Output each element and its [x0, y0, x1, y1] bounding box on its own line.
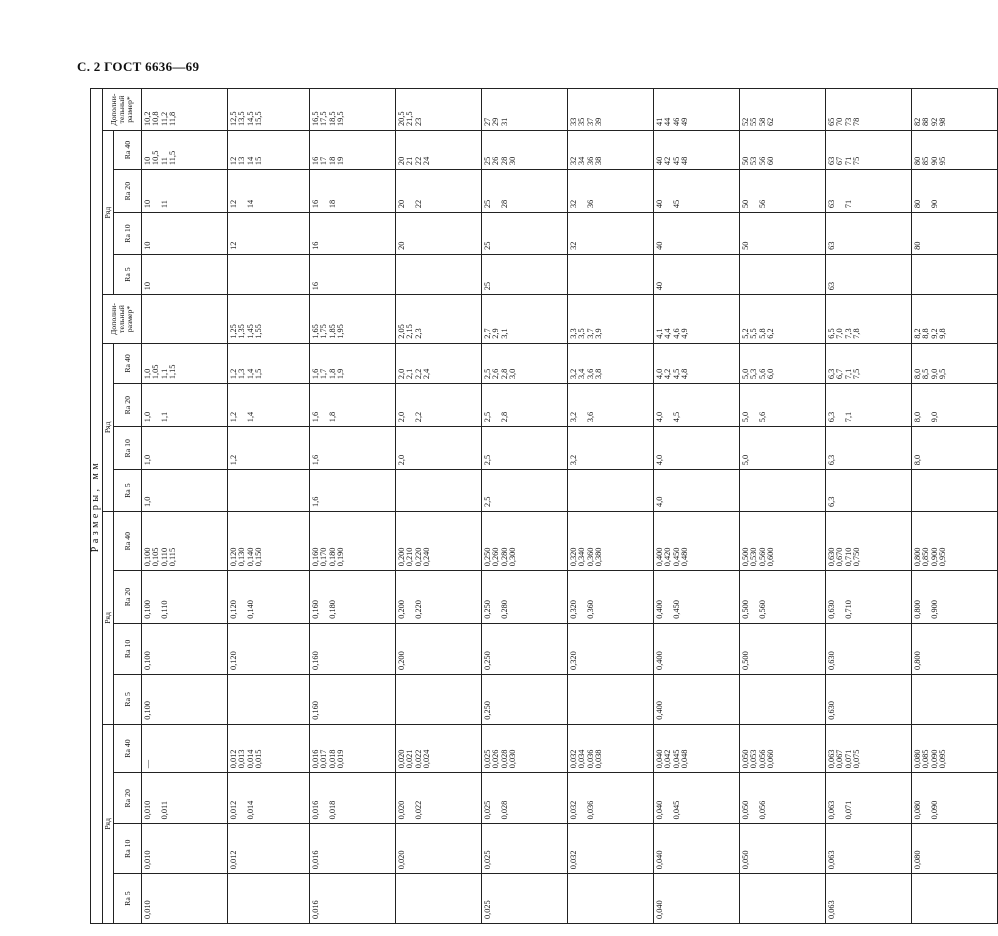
table-cell: 0,050 0,053 0,056 0,060 [740, 724, 826, 772]
table-cell: 0,160 [310, 623, 396, 674]
series-label: Ra 40 [114, 724, 142, 772]
series-label: Ra 40 [114, 343, 142, 383]
table-cell: 2,5 [482, 427, 568, 470]
table-cell: 0,063 0,071 [826, 773, 912, 824]
table-cell: 0,063 [826, 824, 912, 874]
table-cell: 0,010 0,011 [142, 773, 228, 824]
table-cell: 3,3 3,5 3,7 3,9 [568, 295, 654, 343]
table-cell: 0,016 [310, 824, 396, 874]
table-cell: 0,800 [912, 623, 998, 674]
table-cell: 0,120 [228, 623, 310, 674]
table-cell: 0,200 0,210 0,220 0,240 [396, 512, 482, 571]
table-cell: 20 [396, 213, 482, 255]
series-label: Ra 5 [114, 470, 142, 512]
table-cell: 0,160 0,180 [310, 571, 396, 624]
table-cell: 2,05 2,15 2,3 [396, 295, 482, 343]
table-row [142, 89, 228, 924]
table-cell [568, 674, 654, 724]
table-cell: 40 [654, 254, 740, 294]
table-cell: 12 13 14 15 [228, 131, 310, 170]
table-cell: 0,032 [568, 824, 654, 874]
table-cell: 0,025 [482, 824, 568, 874]
table-cell: 0,040 [654, 824, 740, 874]
table-row [912, 89, 998, 924]
table-cell: 0,010 [142, 874, 228, 924]
table-cell: 2,0 2,1 2,2 2,4 [396, 343, 482, 383]
table-cell: 20 22 [396, 170, 482, 213]
series-label: Ra 5 [114, 674, 142, 724]
table-cell [142, 295, 228, 343]
table-cell: 32 [568, 213, 654, 255]
table-cell: 0,800 0,850 0,900 0,950 [912, 512, 998, 571]
table-cell: 16 17 18 19 [310, 131, 396, 170]
table-cell: 12 14 [228, 170, 310, 213]
table-cell: 0,630 0,710 [826, 571, 912, 624]
table-cell: 32 34 36 38 [568, 131, 654, 170]
table-cell: 3,2 3,6 [568, 384, 654, 427]
table-cell: 0,630 [826, 623, 912, 674]
table-cell: 0,040 0,045 [654, 773, 740, 824]
table-cell: 25 [482, 213, 568, 255]
series-label: Ra 5 [114, 254, 142, 294]
table-cell: 0,020 [396, 824, 482, 874]
table-cell [912, 254, 998, 294]
table-row [826, 89, 912, 924]
table-cell: 4,0 4,2 4,5 4,8 [654, 343, 740, 383]
rotated-table-wrapper [90, 88, 948, 924]
table-cell: 0,016 0,018 [310, 773, 396, 824]
table-cell: 3,2 [568, 427, 654, 470]
series-label: Ra 10 [114, 824, 142, 874]
table-cell: 25 [482, 254, 568, 294]
table-cell: 1,2 1,4 [228, 384, 310, 427]
table-cell: 80 85 90 95 [912, 131, 998, 170]
table-cell: 32 36 [568, 170, 654, 213]
table-title: Размеры, мм [91, 89, 103, 924]
table-cell: 10,2 10,8 11,2 11,8 [142, 89, 228, 131]
table-cell: 50 [740, 213, 826, 255]
table-cell: 5,0 5,6 [740, 384, 826, 427]
table-row [654, 89, 740, 924]
table-cell: 0,320 [568, 623, 654, 674]
table-cell: 6,3 6,7 7,1 7,5 [826, 343, 912, 383]
table-cell: 12,5 13,5 14,5 15,5 [228, 89, 310, 131]
table-cell: 2,5 2,6 2,8 3,0 [482, 343, 568, 383]
table-cell: 63 [826, 254, 912, 294]
table-cell: 0,320 0,340 0,360 0,380 [568, 512, 654, 571]
table-cell: 0,250 [482, 674, 568, 724]
table-cell: 0,012 [228, 824, 310, 874]
table-cell: 8,0 8,5 9,0 9,5 [912, 343, 998, 383]
table-cell: 6,3 [826, 427, 912, 470]
table-cell: 0,063 [826, 874, 912, 924]
table-cell [568, 874, 654, 924]
series-label: Ra 5 [114, 874, 142, 924]
table-cell: 0,020 0,021 0,022 0,024 [396, 724, 482, 772]
table-cell: 1,0 [142, 470, 228, 512]
table-cell [740, 674, 826, 724]
table-cell: 1,0 [142, 427, 228, 470]
table-cell: 0,250 [482, 623, 568, 674]
series-label: Ra 20 [114, 773, 142, 824]
table-cell: 0,160 [310, 674, 396, 724]
table-cell: 2,5 [482, 470, 568, 512]
table-cell: 1,6 [310, 470, 396, 512]
table-cell: 6,5 7,0 7,3 7,8 [826, 295, 912, 343]
table-cell [228, 674, 310, 724]
table-cell: 16,5 17,5 18,5 19,5 [310, 89, 396, 131]
table-cell: 4,0 [654, 427, 740, 470]
table-cell: 40 45 [654, 170, 740, 213]
title-row [91, 89, 103, 924]
table-cell [568, 254, 654, 294]
table-cell [396, 254, 482, 294]
series-label: Ra 10 [114, 213, 142, 255]
table-cell: 3,2 3,4 3,6 3,8 [568, 343, 654, 383]
table-cell: 40 42 45 48 [654, 131, 740, 170]
table-cell: 20,5 21,5 23 [396, 89, 482, 131]
table-cell: 0,080 [912, 824, 998, 874]
table-cell: 0,080 0,090 [912, 773, 998, 824]
table-cell: 0,010 [142, 824, 228, 874]
table-cell [396, 874, 482, 924]
table-cell: 33 35 37 39 [568, 89, 654, 131]
table-cell: 50 56 [740, 170, 826, 213]
table-cell: 16 [310, 213, 396, 255]
table-row [482, 89, 568, 924]
table-cell: 0,050 [740, 824, 826, 874]
table-cell: — [142, 724, 228, 772]
table-cell: 0,100 0,110 [142, 571, 228, 624]
table-cell: 0,200 [396, 623, 482, 674]
table-cell: 63 [826, 213, 912, 255]
table-cell: 0,025 0,028 [482, 773, 568, 824]
table-cell [912, 470, 998, 512]
series-header-row [114, 89, 142, 924]
table-cell: 25 28 [482, 170, 568, 213]
table-cell: 41 44 46 49 [654, 89, 740, 131]
table-cell: 0,012 0,013 0,014 0,015 [228, 724, 310, 772]
table-cell: 2,5 2,8 [482, 384, 568, 427]
table-row [310, 89, 396, 924]
table-cell: 0,020 0,022 [396, 773, 482, 824]
table-cell: 20 21 22 24 [396, 131, 482, 170]
table-cell [740, 254, 826, 294]
table-cell [228, 254, 310, 294]
table-cell: 16 [310, 254, 396, 294]
table-cell [568, 470, 654, 512]
series-label: Ra 10 [114, 427, 142, 470]
series-label: Ra 10 [114, 623, 142, 674]
table-cell: 8,0 9,0 [912, 384, 998, 427]
table-cell: 6,3 7,1 [826, 384, 912, 427]
table-cell: 1,0 1,1 [142, 384, 228, 427]
extra-size-header: Дополни- тельный размер* [103, 295, 142, 343]
table-row [228, 89, 310, 924]
table-cell [740, 470, 826, 512]
table-cell: 0,063 0,067 0,071 0,075 [826, 724, 912, 772]
table-cell: 2,7 2,9 3,1 [482, 295, 568, 343]
table-cell: 0,800 0,900 [912, 571, 998, 624]
row-group-label: Ряд [103, 724, 114, 923]
table-cell: 65 70 73 78 [826, 89, 912, 131]
table-cell: 82 88 92 98 [912, 89, 998, 131]
table-cell: 0,016 [310, 874, 396, 924]
table-cell: 1,0 1,05 1,1 1,15 [142, 343, 228, 383]
row-group-header [103, 89, 114, 924]
table-cell: 1,65 1,75 1,85 1,95 [310, 295, 396, 343]
table-cell: 80 90 [912, 170, 998, 213]
table-cell: 0,016 0,017 0,018 0,019 [310, 724, 396, 772]
table-cell: 25 26 28 30 [482, 131, 568, 170]
table-row [740, 89, 826, 924]
row-group-label: Ряд [103, 512, 114, 725]
table-cell: 0,050 0,056 [740, 773, 826, 824]
table-cell: 0,500 0,560 [740, 571, 826, 624]
table-cell: 0,500 0,530 0,560 0,600 [740, 512, 826, 571]
table-cell: 5,0 5,3 5,6 6,0 [740, 343, 826, 383]
table-cell: 2,0 [396, 427, 482, 470]
row-group-label: Ряд [103, 131, 114, 295]
table-cell: 12 [228, 213, 310, 255]
table-cell: 1,2 [228, 427, 310, 470]
table-cell: 1,2 1,3 1,4 1,5 [228, 343, 310, 383]
table-cell [912, 874, 998, 924]
page-header: С. 2 ГОСТ 6636—69 [77, 59, 200, 74]
table-cell: 0,400 [654, 623, 740, 674]
table-cell: 0,400 0,420 0,450 0,480 [654, 512, 740, 571]
extra-size-header: Дополни- тельный размер* [103, 89, 142, 131]
table-cell: 0,500 [740, 623, 826, 674]
table-cell: 4,0 4,5 [654, 384, 740, 427]
table-cell: 0,012 0,014 [228, 773, 310, 824]
table-cell: 1,6 [310, 427, 396, 470]
table-cell: 0,025 [482, 874, 568, 924]
table-cell: 52 55 58 62 [740, 89, 826, 131]
table-cell: 1,6 1,8 [310, 384, 396, 427]
table-cell: 5,2 5,5 5,8 6,2 [740, 295, 826, 343]
table-cell: 0,032 0,034 0,036 0,038 [568, 724, 654, 772]
table-cell: 5,0 [740, 427, 826, 470]
series-label: Ra 40 [114, 131, 142, 170]
table-cell: 0,400 [654, 674, 740, 724]
table-cell: 0,080 0,085 0,090 0,095 [912, 724, 998, 772]
table-cell: 4,1 4,4 4,6 4,9 [654, 295, 740, 343]
table-row [568, 89, 654, 924]
table-cell: 0,120 0,140 [228, 571, 310, 624]
table-cell: 0,040 0,042 0,045 0,048 [654, 724, 740, 772]
table-cell: 6,3 [826, 470, 912, 512]
table-cell: 10 10,5 11 11,5 [142, 131, 228, 170]
series-label: Ra 20 [114, 170, 142, 213]
table-cell: 40 [654, 213, 740, 255]
table-cell [228, 470, 310, 512]
table-cell: 8,2 8,8 9,2 9,8 [912, 295, 998, 343]
table-cell: 0,250 0,280 [482, 571, 568, 624]
table-cell: 80 [912, 213, 998, 255]
series-label: Ra 20 [114, 384, 142, 427]
table-cell: 0,320 0,360 [568, 571, 654, 624]
table-cell: 63 71 [826, 170, 912, 213]
table-cell: 0,100 [142, 623, 228, 674]
table-cell: 10 [142, 254, 228, 294]
table-cell: 50 53 56 60 [740, 131, 826, 170]
table-cell: 2,0 2,2 [396, 384, 482, 427]
table-cell: 0,100 [142, 674, 228, 724]
sizes-table [90, 88, 998, 924]
table-cell: 0,100 0,105 0,110 0,115 [142, 512, 228, 571]
table-cell: 1,6 1,7 1,8 1,9 [310, 343, 396, 383]
table-cell: 0,400 0,450 [654, 571, 740, 624]
table-cell: 0,250 0,260 0,280 0,300 [482, 512, 568, 571]
table-cell: 10 11 [142, 170, 228, 213]
table-cell: 0,040 [654, 874, 740, 924]
table-cell: 0,160 0,170 0,180 0,190 [310, 512, 396, 571]
table-cell [396, 470, 482, 512]
table-cell [912, 674, 998, 724]
table-cell: 10 [142, 213, 228, 255]
table-cell: 8,0 [912, 427, 998, 470]
table-cell: 0,200 0,220 [396, 571, 482, 624]
table-cell: 1,25 1,35 1,45 1,55 [228, 295, 310, 343]
series-label: Ra 40 [114, 512, 142, 571]
table-cell [396, 674, 482, 724]
table-cell: 27 29 31 [482, 89, 568, 131]
table-cell: 63 67 71 75 [826, 131, 912, 170]
table-cell: 16 18 [310, 170, 396, 213]
table-cell [228, 874, 310, 924]
series-label: Ra 20 [114, 571, 142, 624]
table-cell: 4,0 [654, 470, 740, 512]
row-group-label: Ряд [103, 343, 114, 511]
table-cell [740, 874, 826, 924]
table-cell: 0,025 0,026 0,028 0,030 [482, 724, 568, 772]
table-cell: 0,032 0,036 [568, 773, 654, 824]
table-cell: 0,120 0,130 0,140 0,150 [228, 512, 310, 571]
table-cell: 0,630 [826, 674, 912, 724]
table-cell: 0,630 0,670 0,710 0,750 [826, 512, 912, 571]
table-row [396, 89, 482, 924]
